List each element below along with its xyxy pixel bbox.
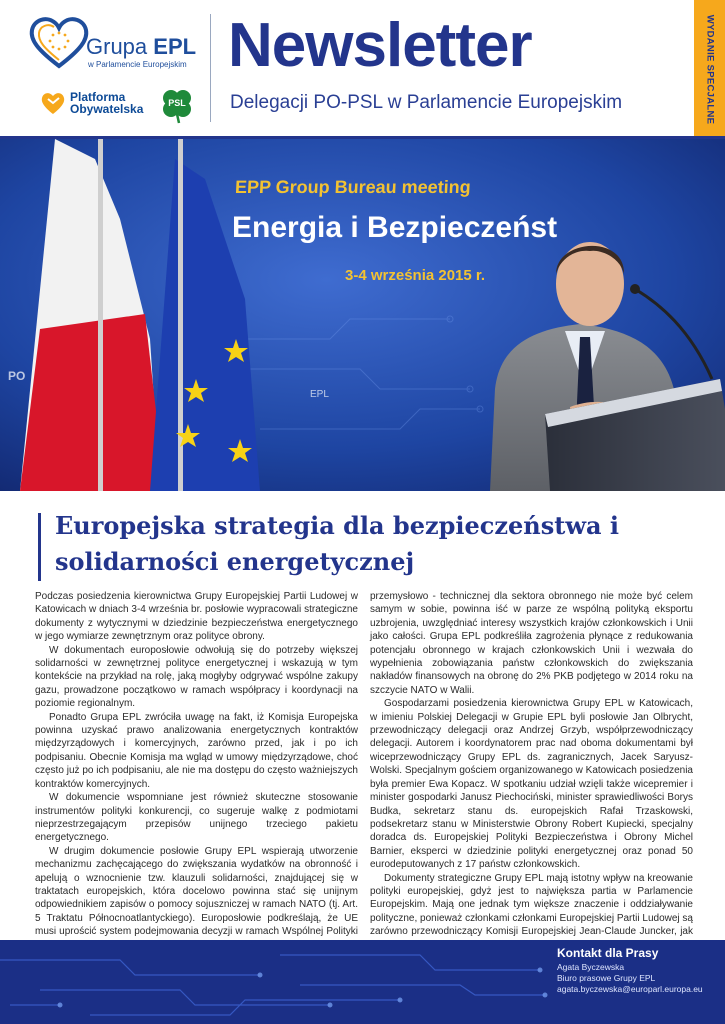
banner-topic: Energia i Bezpieczeńst bbox=[232, 211, 558, 244]
press-contact-email[interactable]: agata.byczewska@europarl.europa.eu bbox=[557, 984, 703, 994]
article-paragraph: Podczas posiedzenia kierownictwa Grupy Europejskiej Partii Ludowej w Katowicach w dniach 3-4 września br. posłowie wypracowali strategiczne dokumenty z wytycznymi w dziedzinie bezpieczeństwa energetycznego w jego wymiarze zewnętrznym oraz polityce obrony. bbox=[35, 591, 358, 643]
heart-stars-icon bbox=[28, 14, 90, 70]
article-column-right bbox=[370, 590, 693, 952]
psl-logo-text: PSL bbox=[168, 98, 186, 108]
header-divider bbox=[210, 14, 211, 122]
epl-logo-wordmark: Grupa EPL bbox=[86, 34, 197, 59]
platforma-obywatelska-logo bbox=[40, 88, 150, 122]
epl-group-logo bbox=[28, 14, 198, 74]
banner-epl-logo: EPL bbox=[310, 389, 329, 400]
hero-photo bbox=[0, 139, 725, 491]
po-logo-line2: Obywatelska bbox=[70, 102, 144, 116]
article-paragraph: Ponadto Grupa EPL zwróciła uwagę na fakt, iż Komisja Europejska powinna uzyskać prawo analizowania energetycznych kontraktów międzyrządowych i komercyjnych, zarówno przed, jak i po ich podpisaniu. Obecnie Komisja ma wgląd w umowy międzyrządowe, choć często już po ich podpisaniu, ale nie ma dostępu do często ważniejszych kontraktów komercyjnych. bbox=[35, 711, 358, 790]
special-edition-label: WYDANIE SPECJALNE bbox=[704, 14, 715, 124]
press-contact bbox=[557, 946, 717, 995]
banner-po-logo: PO bbox=[8, 369, 26, 383]
article-paragraph: Gospodarzami posiedzenia kierownictwa Grupy EPL w Katowicach, w imieniu Polskiej Delegacji w Grupie EPL byli posłowie Jan Olbrycht, przewodniczący delegacji oraz Andrzej Grzyb, współprzewodniczący delegacji. Autorem i koordynatorem prac nad oboma dokumentami był wiceprzewodniczący Grupy EPL ds. zagranicznych, Jacek Saryusz-Wolski. Specjalnym gościem organizowanego w Katowicach posiedzenia była premier Ewa Kopacz. W spotkaniu udział wzięli także wicepremier i minister gospodarki Janusz Piechociński, minister sprawiedliwości Borys Budka, sekretarz stanu ds. europejskich Rafał Trzaskowski, podsekretarz stanu w Ministerstwie Obrony Robert Kupiecki, specjalny doradca ds. Europejskiej Polityki Bezpieczeństwa i Obrony Michel Barnier, eksperci w dziedzinie polityki energetycznej oraz ponad 50 eurodeputowanych z 17 państw członkowskich. bbox=[370, 698, 693, 871]
press-contact-role: Biuro prasowe Grupy EPL bbox=[557, 973, 656, 983]
article-paragraph: W dokumentach europosłowie odwołują się do potrzeby większej solidarności w zewnętrznej polityce energetycznej i wskazują w tym kontekście na przykład na rolę, jaką mogłyby odgrywać wspólne zakupy gazu, prowadzone początkowo w ramach współpracy i koordynacji na poziomie regionalnym. bbox=[35, 644, 358, 710]
epl-logo-subtitle: w Parlamencie Europejskim bbox=[88, 60, 187, 69]
banner-meeting-title: EPP Group Bureau meeting bbox=[234, 177, 472, 197]
article-paragraph: Dokumenty strategiczne Grupy EPL mają istotny wpływ na kreowanie polityki europejskiej, gdyż jest to największa partia w Parlamencie Europejskim. Mają one jednak tym większe znaczenie i oddziaływanie polityczne, ponieważ członkami członkami Europejskiej Partii Ludowej są zarówno przewodniczący Komisji Europejskiej Jean-Claude Juncker, jak bbox=[370, 872, 693, 938]
article-paragraph: W drugim dokumencie posłowie Grupy EPL wspierają utworzenie mechanizmu zachęcającego do zwiększania wydatków na obronność i apelują o wznocnienie tzw. klauzuli solidarności, znajdującej się w traktatach europejskich, która docelowo powinna stać się unijnym odpowiednikiem zapisów o pomocy sojuszniczej w ramach NATO (tj. Art. 5 Traktatu Północnoatlantyckiego). Europosłowie podkreślają, że UE musi uprościć system podejmowania decyzji w ramach Wspólnej Polityki bbox=[35, 845, 358, 938]
psl-clover-logo bbox=[160, 86, 194, 124]
po-logo-line1: Platforma bbox=[70, 90, 126, 104]
newsletter-title: Newsletter bbox=[228, 11, 532, 80]
headline-accent-bar bbox=[38, 513, 41, 581]
po-logo-text bbox=[70, 91, 143, 115]
article-column-left bbox=[35, 590, 358, 979]
newsletter-subtitle: Delegacji PO-PSL w Parlamencie Europejskim bbox=[230, 92, 623, 113]
newsletter-header bbox=[0, 0, 725, 138]
article-headline: Europejska strategia dla bezpieczeństwa i solidarności energetycznej bbox=[55, 511, 620, 576]
po-heart-icon bbox=[40, 90, 66, 116]
banner-date: 3-4 września 2015 r. bbox=[345, 267, 486, 284]
press-contact-title: Kontakt dla Prasy bbox=[557, 946, 659, 960]
article-paragraph: W dokumencie wspomniane jest również skuteczne stosowanie instrumentów polityki konkurencji, co sugeruje walkę z podmiotami nieprzestrzegającym przepisów unijnego trzeciego pakietu energetycznego. bbox=[35, 792, 358, 844]
article-paragraph: przemysłowo - technicznej dla sektora obronnego nie może być celem samym w sobie, powinna iść w parze ze wspólną polityką eksportu uzbrojenia, uwzględniać interesy wszystkich krajów członkowskich i Unii jako całości. Grupa EPL podkreśliła zagrożenia płynące z redukowania potencjału obronnego w krajach członkowskich Unii i wezwała do wypełnienia zobowiązania państw członkowskich do zwiększania nakładów finansowych na obronę do 2% PKB podjętego w 2014 roku na szczycie NATO w Walii. bbox=[370, 591, 693, 696]
press-contact-name: Agata Byczewska bbox=[557, 962, 625, 972]
